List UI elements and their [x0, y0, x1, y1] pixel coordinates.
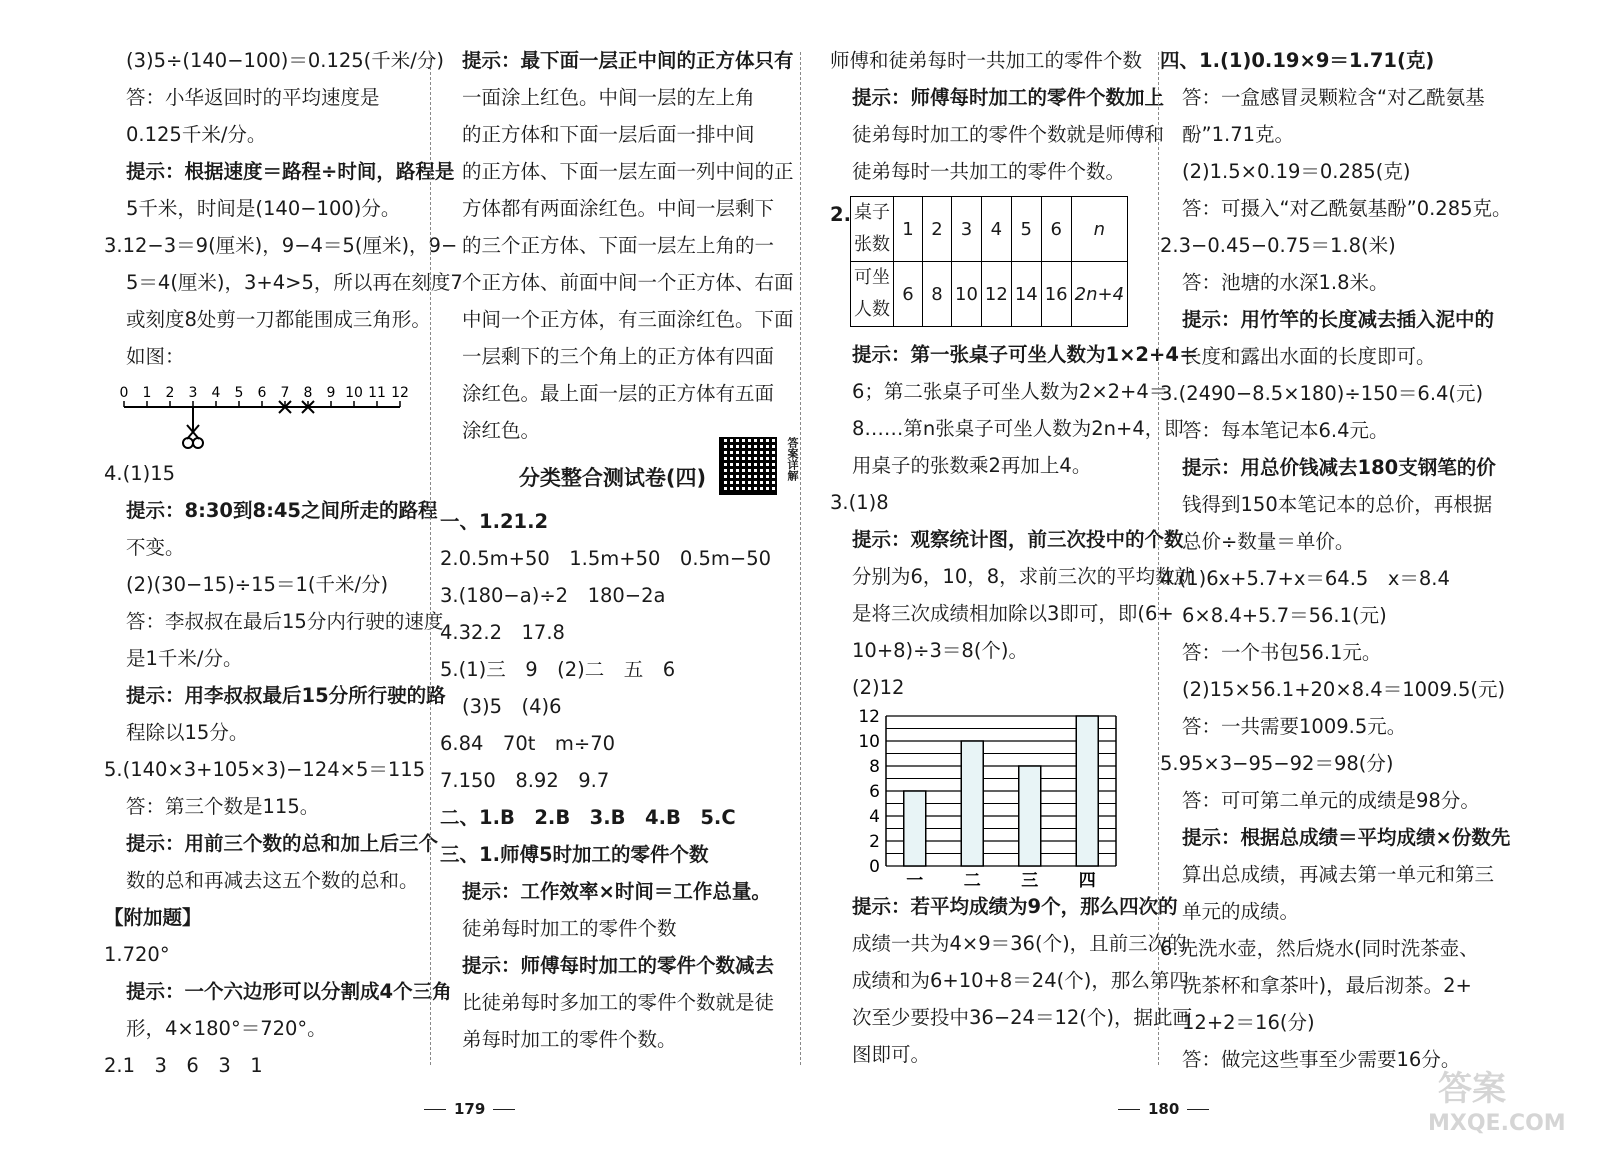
- table-cell: n: [1071, 197, 1127, 262]
- text-line: 7.150 8.92 9.7: [440, 769, 610, 792]
- page-number-left: 179: [416, 1100, 523, 1118]
- text-line: 答：做完这些事至少需要16分。: [1182, 1048, 1461, 1071]
- text-line: 答：一个书包56.1元。: [1182, 641, 1382, 664]
- text-line: 的正方体和下面一层后面一排中间: [462, 123, 755, 146]
- text-line: 三、1.师傅5时加工的零件个数: [440, 843, 709, 866]
- text-line: 徒弟每时一共加工的零件个数。: [852, 160, 1126, 183]
- ruler-tick-label: 7: [280, 385, 290, 401]
- page-number-right: 180: [1110, 1100, 1217, 1118]
- text-line: (3)5 (4)6: [462, 695, 562, 718]
- text-line: 5.95×3−95−92＝98(分): [1160, 752, 1394, 775]
- text-line: 6；第二张桌子可坐人数为2×2+4＝: [852, 380, 1169, 403]
- text-line: 答：小华返回时的平均速度是: [126, 86, 380, 109]
- scissors-icon: [183, 407, 203, 448]
- table-cell: 12: [981, 262, 1011, 327]
- ruler-svg: [104, 375, 414, 455]
- table-cell: 3: [952, 197, 982, 262]
- text-line: 成绩一共为4×9＝36(个)，且前三次的: [852, 932, 1187, 955]
- section-title: 分类整合测试卷(四): [518, 466, 707, 490]
- text-line: 酚”1.71克。: [1182, 123, 1295, 146]
- ruler-tick-label: 12: [391, 385, 409, 401]
- text-line: 比徒弟每时多加工的零件个数就是徒: [462, 991, 775, 1014]
- text-line: 2.1 3 6 3 1: [104, 1054, 263, 1077]
- text-line: 四、1.(1)0.19×9＝1.71(克): [1160, 49, 1435, 72]
- text-line: (2)(30−15)÷15＝1(千米/分): [126, 573, 389, 596]
- x-tick-label: 一: [906, 871, 924, 888]
- x-tick-label: 三: [1021, 871, 1039, 888]
- ruler-tick-label: 6: [257, 385, 267, 401]
- text-line: 钱得到150本笔记本的总价，再根据: [1182, 493, 1493, 516]
- column-4: [1160, 42, 1580, 1078]
- text-line: (2)1.5×0.19＝0.285(克): [1182, 160, 1411, 183]
- text-line: 3.(1)8: [830, 491, 889, 514]
- column-1: [104, 42, 463, 1084]
- text-line: 一、1.21.2: [440, 510, 549, 533]
- table-cell: 2: [923, 197, 952, 262]
- text-line: 答：李叔叔在最后15分内行驶的速度: [126, 610, 444, 633]
- text-line: 二、1.B 2.B 3.B 4.B 5.C: [440, 806, 736, 829]
- text-line: 2.0.5m+50 1.5m+50 0.5m−50: [440, 547, 772, 570]
- table-number: 2.: [830, 203, 851, 226]
- ruler-tick-label: 8: [303, 385, 313, 401]
- table-cell: 1: [894, 197, 923, 262]
- text-line: 总价÷数量＝单价。: [1182, 530, 1355, 553]
- ruler-tick-label: 3: [188, 385, 198, 401]
- text-line: 10+8)÷3＝8(个)。: [852, 639, 1029, 662]
- text-line: 一面涂上红色。中间一层的左上角: [462, 86, 755, 109]
- text-line: 提示：用前三个数的总和加上后三个: [126, 832, 439, 855]
- text-line: 提示：用总价钱减去180支钢笔的价: [1182, 456, 1496, 479]
- text-line: 12+2＝16(分): [1182, 1011, 1315, 1034]
- row-header: 可坐 人数: [851, 262, 894, 327]
- text-line: 答：每本笔记本6.4元。: [1182, 419, 1389, 442]
- text-line: 弟每时加工的零件个数。: [462, 1028, 677, 1051]
- bar-chart: [830, 706, 1150, 888]
- column-2: [440, 42, 799, 1058]
- text-line: 提示：8:30到8:45之间所走的路程: [126, 499, 438, 522]
- bar: [961, 741, 983, 866]
- y-tick-label: 12: [858, 707, 880, 727]
- y-tick-label: 0: [869, 857, 880, 877]
- text-line: 6.84 70t m÷70: [440, 732, 616, 755]
- column-divider: [800, 52, 801, 1065]
- column-divider: [1158, 52, 1159, 1065]
- text-line: 成绩和为6+10+8＝24(个)，那么第四: [852, 969, 1189, 992]
- ruler-tick-label: 11: [368, 385, 386, 401]
- svg-text:答案: 答案: [1438, 1069, 1506, 1109]
- ruler-figure: [104, 375, 424, 455]
- text-line: 答：可可第二单元的成绩是98分。: [1182, 789, 1480, 812]
- ruler-tick-label: 10: [345, 385, 363, 401]
- text-line: 分别为6，10，8，求前三次的平均数就: [852, 565, 1195, 588]
- x-tick-label: 二: [963, 871, 981, 888]
- text-line: 提示：第一张桌子可坐人数为1×2+4＝: [852, 343, 1199, 366]
- text-line: 答：可摄入“对乙酰氨基酚”0.285克。: [1182, 197, 1512, 220]
- text-line: 提示：用李叔叔最后15分所行驶的路: [126, 684, 446, 707]
- text-line: 的正方体、下面一层左面一列中间的正: [462, 160, 794, 183]
- text-line: 师傅和徒弟每时一共加工的零件个数: [830, 49, 1143, 72]
- section-title-row: [440, 437, 799, 501]
- text-line: 3.(180−a)÷2 180−2a: [440, 584, 666, 607]
- text-line: 3.(2490−8.5×180)÷150＝6.4(元): [1160, 382, 1484, 405]
- text-line: 4.32.2 17.8: [440, 621, 565, 644]
- qr-label: 答案详解: [786, 437, 799, 481]
- y-tick-label: 8: [869, 757, 880, 777]
- table-block: [830, 196, 1150, 336]
- text-line: 提示：最下面一层正中间的正方体只有: [462, 49, 794, 72]
- text-line: 是1千米/分。: [126, 647, 243, 670]
- text-line: 的三个正方体、下面一层左上角的一: [462, 234, 775, 257]
- text-line: 徒弟每时加工的零件个数就是师傅和: [852, 123, 1165, 146]
- text-line: 4.(1)15: [104, 462, 176, 485]
- table-cell: 6: [1041, 197, 1071, 262]
- bar: [1076, 716, 1098, 866]
- text-line: 用桌子的张数乘2再加上4。: [852, 454, 1092, 477]
- text-line: 形，4×180°＝720°。: [126, 1017, 327, 1040]
- text-line: 提示：根据总成绩＝平均成绩×份数先: [1182, 826, 1511, 849]
- text-line: 程除以15分。: [126, 721, 249, 744]
- table-row: [851, 262, 1128, 327]
- svg-text:MXQE.COM: MXQE.COM: [1428, 1111, 1566, 1135]
- watermark-logo: [1408, 1040, 1578, 1135]
- text-line: 1.720°: [104, 943, 170, 966]
- text-line: 不变。: [126, 536, 185, 559]
- table-cell: 10: [952, 262, 982, 327]
- text-line: 提示：用竹竿的长度减去插入泥中的: [1182, 308, 1495, 331]
- text-line: 【附加题】: [104, 906, 202, 929]
- text-line: 如图：: [126, 345, 185, 368]
- text-line: 8……第n张桌子可坐人数为2n+4，即: [852, 417, 1184, 440]
- text-line: 提示：师傅每时加工的零件个数加上: [852, 86, 1165, 109]
- qr-code-icon[interactable]: [719, 437, 777, 495]
- ruler-tick-label: 4: [211, 385, 221, 401]
- text-line: (2)15×56.1+20×8.4＝1009.5(元): [1182, 678, 1506, 701]
- text-line: 3.12−3＝9(厘米)，9−4＝5(厘米)，9−: [104, 234, 458, 257]
- x-tick-label: 四: [1078, 871, 1096, 888]
- table-cell: 16: [1041, 262, 1071, 327]
- text-line: 徒弟每时加工的零件个数: [462, 917, 677, 940]
- text-line: (3)5÷(140−100)＝0.125(千米/分): [126, 49, 444, 72]
- text-line: 洗茶杯和拿茶叶)，最后沏茶。2+: [1182, 974, 1472, 997]
- bar-chart-svg: [830, 706, 1120, 888]
- text-line: 5千米，时间是(140−100)分。: [126, 197, 401, 220]
- text-line: 次至少要投中36−24＝12(个)，据此画: [852, 1006, 1192, 1029]
- text-line: 6×8.4+5.7＝56.1(元): [1182, 604, 1387, 627]
- ruler-tick-label: 1: [142, 385, 152, 401]
- text-line: 5＝4(厘米)，3+4>5，所以再在刻度7: [126, 271, 463, 294]
- text-line: 中间一个正方体，有三面涂红色。下面: [462, 308, 794, 331]
- text-line: 答：一盒感冒灵颗粒含“对乙酰氨基: [1182, 86, 1485, 109]
- text-line: 答：池塘的水深1.8米。: [1182, 271, 1389, 294]
- y-tick-label: 6: [869, 782, 880, 802]
- text-line: 4.(1)6x+5.7+x＝64.5 x＝8.4: [1160, 567, 1450, 590]
- text-line: 算出总成绩，再减去第一单元和第三: [1182, 863, 1495, 886]
- ruler-tick-label: 5: [234, 385, 244, 401]
- text-line: 单元的成绩。: [1182, 900, 1300, 923]
- table-cell: 4: [981, 197, 1011, 262]
- ruler-tick-label: 0: [119, 385, 129, 401]
- y-tick-label: 10: [858, 732, 880, 752]
- text-line: 提示：若平均成绩为9个，那么四次的: [852, 895, 1178, 918]
- text-line: 图即可。: [852, 1043, 931, 1066]
- text-line: 0.125千米/分。: [126, 123, 267, 146]
- table-cell: 8: [923, 262, 952, 327]
- text-line: 个正方体、前面中间一个正方体、右面: [462, 271, 794, 294]
- text-line: 5.(1)三 9 (2)二 五 6: [440, 658, 676, 681]
- table-row: [851, 197, 1128, 262]
- y-tick-label: 2: [869, 832, 880, 852]
- text-line: 数的总和再减去这五个数的总和。: [126, 869, 419, 892]
- bar: [1019, 766, 1041, 866]
- table-cell: 5: [1011, 197, 1041, 262]
- text-line: 涂红色。最上面一层的正方体有五面: [462, 382, 775, 405]
- bar: [904, 791, 926, 866]
- text-line: 答：第三个数是115。: [126, 795, 320, 818]
- text-line: 6.先洗水壶，然后烧水(同时洗茶壶、: [1160, 937, 1479, 960]
- ruler-tick-label: 2: [165, 385, 175, 401]
- text-line: 一层剩下的三个角上的正方体有四面: [462, 345, 775, 368]
- text-line: 2.3−0.45−0.75＝1.8(米): [1160, 234, 1396, 257]
- column-3: [830, 42, 1199, 1073]
- text-line: 涂红色。: [462, 419, 541, 442]
- row-header: 桌子 张数: [851, 197, 894, 262]
- text-line: 提示：一个六边形可以分割成4个三角: [126, 980, 452, 1003]
- text-line: 答：一共需要1009.5元。: [1182, 715, 1407, 738]
- text-line: 长度和露出水面的长度即可。: [1182, 345, 1436, 368]
- table-cell: 6: [894, 262, 923, 327]
- table-cell: 14: [1011, 262, 1041, 327]
- column-divider: [430, 52, 431, 1065]
- seat-table: [850, 196, 1128, 327]
- text-line: (2)12: [852, 676, 905, 699]
- y-tick-label: 4: [869, 807, 880, 827]
- text-line: 提示：师傅每时加工的零件个数减去: [462, 954, 775, 977]
- text-line: 或刻度8处剪一刀都能围成三角形。: [126, 308, 431, 331]
- ruler-tick-label: 9: [326, 385, 336, 401]
- text-line: 提示：根据速度＝路程÷时间，路程是: [126, 160, 455, 183]
- text-line: 提示：观察统计图，前三次投中的个数: [852, 528, 1184, 551]
- text-line: 是将三次成绩相加除以3即可，即(6+: [852, 602, 1174, 625]
- text-line: 方体都有两面涂红色。中间一层剩下: [462, 197, 775, 220]
- table-cell: 2n+4: [1071, 262, 1127, 327]
- text-line: 提示：工作效率×时间＝工作总量。: [462, 880, 771, 903]
- text-line: 5.(140×3+105×3)−124×5＝115: [104, 758, 426, 781]
